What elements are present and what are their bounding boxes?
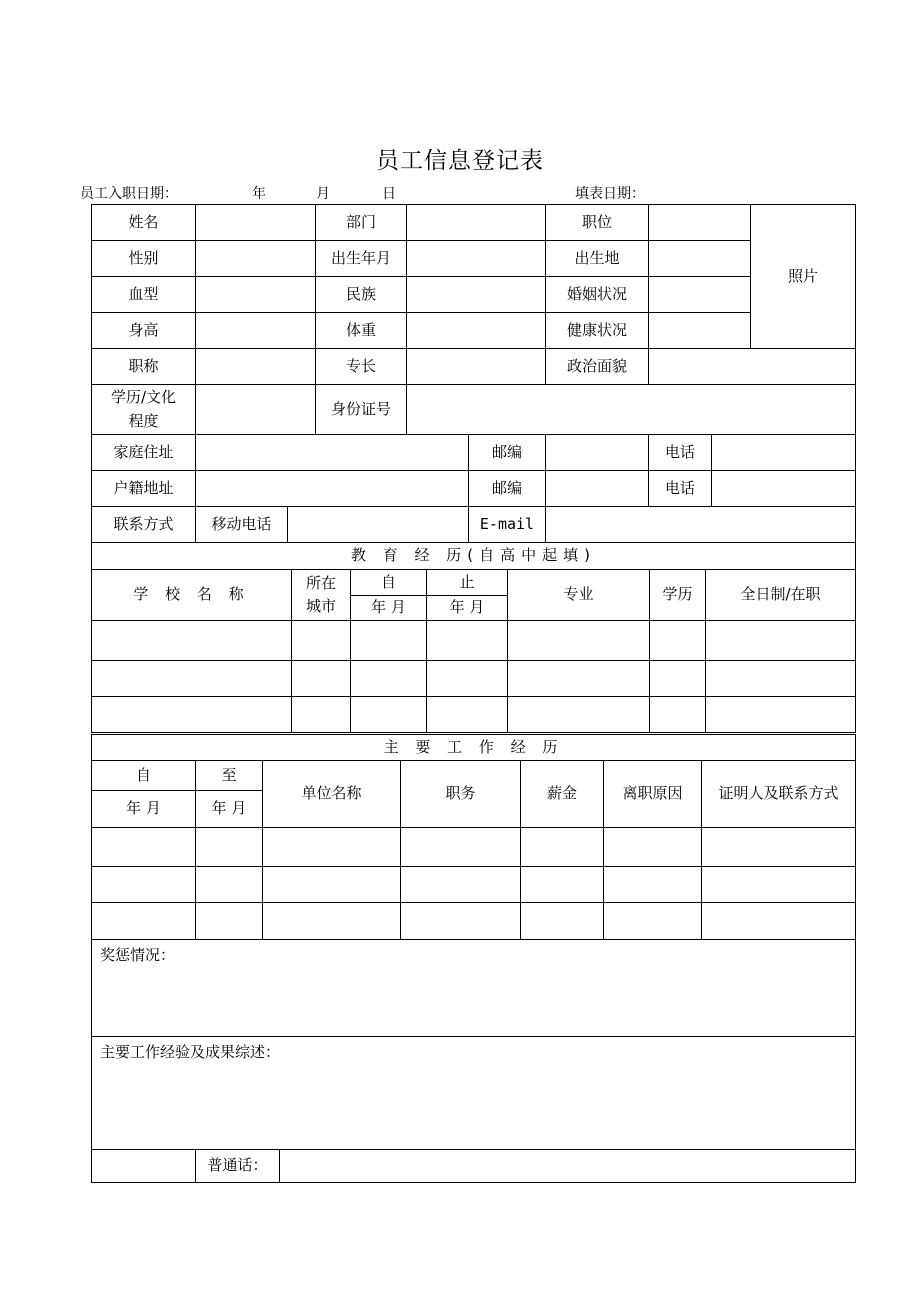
work-cell[interactable] (702, 867, 856, 903)
home-address-label: 家庭住址 (92, 435, 196, 471)
edu-cell[interactable] (706, 661, 856, 697)
work-cell[interactable] (521, 828, 604, 867)
edu-row (92, 621, 856, 661)
fill-date-label: 填表日期： (575, 186, 645, 202)
entry-day-label: 日 (382, 186, 396, 202)
work-cell[interactable] (196, 867, 263, 903)
dept-label: 部门 (316, 205, 407, 241)
blood-field[interactable] (196, 277, 316, 313)
work-cell[interactable] (263, 867, 401, 903)
edu-cell[interactable] (292, 661, 351, 697)
birthplace-label: 出生地 (546, 241, 649, 277)
entry-year-label: 年 (252, 186, 266, 202)
blood-label: 血型 (92, 277, 196, 313)
work-cell[interactable] (604, 828, 702, 867)
work-reference-header: 证明人及联系方式 (702, 761, 856, 828)
edu-city-line1: 所在 (305, 573, 336, 592)
position-field[interactable] (649, 205, 751, 241)
work-cell[interactable] (604, 903, 702, 940)
work-cell[interactable] (521, 903, 604, 940)
work-cell[interactable] (196, 828, 263, 867)
position-label: 职位 (546, 205, 649, 241)
work-cell[interactable] (196, 903, 263, 940)
hukou-postcode-field[interactable] (546, 471, 649, 507)
education-table (91, 542, 856, 733)
hukou-address-field[interactable] (196, 471, 469, 507)
work-cell[interactable] (401, 903, 521, 940)
gender-field[interactable] (196, 241, 316, 277)
home-phone-field[interactable] (712, 435, 856, 471)
work-cell[interactable] (92, 903, 196, 940)
entry-month-label: 月 (316, 186, 330, 202)
edu-school-header: 学 校 名 称 (92, 570, 292, 621)
work-company-header: 单位名称 (263, 761, 401, 828)
marital-label: 婚姻状况 (546, 277, 649, 313)
edu-cell[interactable] (92, 621, 292, 661)
edu-from-header: 自 (351, 570, 427, 596)
weight-label: 体重 (316, 313, 407, 349)
work-job-header: 职务 (401, 761, 521, 828)
edu-row (92, 661, 856, 697)
edu-cell[interactable] (706, 697, 856, 733)
weight-field[interactable] (407, 313, 546, 349)
name-label: 姓名 (92, 205, 196, 241)
edu-cell[interactable] (351, 621, 427, 661)
gender-label: 性别 (92, 241, 196, 277)
edu-cell[interactable] (427, 661, 508, 697)
edu-cell[interactable] (650, 697, 706, 733)
work-section-title: 主 要 工 作 经 历 (92, 735, 856, 761)
edu-cell[interactable] (508, 661, 650, 697)
work-from-year-month: 年 月 (92, 791, 196, 828)
height-field[interactable] (196, 313, 316, 349)
work-leave-reason-header: 离职原因 (604, 761, 702, 828)
hukou-postcode-label: 邮编 (469, 471, 546, 507)
work-cell[interactable] (604, 867, 702, 903)
height-label: 身高 (92, 313, 196, 349)
specialty-label: 专长 (316, 349, 407, 385)
work-cell[interactable] (263, 903, 401, 940)
name-field[interactable] (196, 205, 316, 241)
awards-label: 奖惩情况： (100, 946, 176, 964)
birth-date-field[interactable] (407, 241, 546, 277)
mandarin-field[interactable] (280, 1150, 856, 1183)
edu-mode-header: 全日制/在职 (706, 570, 856, 621)
work-cell[interactable] (92, 867, 196, 903)
specialty-field[interactable] (407, 349, 546, 385)
work-to-header: 至 (196, 761, 263, 791)
edu-degree-header: 学历 (650, 570, 706, 621)
summary-label: 主要工作经验及成果综述： (100, 1043, 281, 1061)
edu-cell[interactable] (292, 697, 351, 733)
health-field[interactable] (649, 313, 751, 349)
mobile-label: 移动电话 (196, 507, 288, 543)
political-field[interactable] (649, 349, 856, 385)
edu-cell[interactable] (650, 661, 706, 697)
work-row (92, 828, 856, 867)
health-label: 健康状况 (546, 313, 649, 349)
edu-cell[interactable] (92, 661, 292, 697)
hukou-phone-field[interactable] (712, 471, 856, 507)
home-phone-label: 电话 (649, 435, 712, 471)
edu-major-header: 专业 (508, 570, 650, 621)
education-level-line1: 学历/文化 (110, 388, 177, 407)
edu-cell[interactable] (351, 697, 427, 733)
edu-city-line2: 城市 (305, 597, 336, 615)
page-title: 员工信息登记表 (376, 148, 544, 174)
work-cell[interactable] (401, 867, 521, 903)
mobile-field[interactable] (288, 507, 469, 543)
work-cell[interactable] (521, 867, 604, 903)
education-level-field[interactable] (196, 385, 316, 435)
edu-row (92, 697, 856, 733)
work-to-year-month: 年 月 (196, 791, 263, 828)
home-postcode-field[interactable] (546, 435, 649, 471)
basic-info-table (91, 204, 856, 543)
work-from-header: 自 (92, 761, 196, 791)
photo-box[interactable]: 照片 (751, 205, 856, 349)
home-address-field[interactable] (196, 435, 469, 471)
work-row (92, 867, 856, 903)
birth-date-label: 出生年月 (316, 241, 407, 277)
work-cell[interactable] (401, 828, 521, 867)
awards-box[interactable] (92, 940, 856, 1037)
ethnicity-field[interactable] (407, 277, 546, 313)
edu-cell[interactable] (508, 621, 650, 661)
summary-box[interactable] (92, 1037, 856, 1150)
edu-cell[interactable] (92, 697, 292, 733)
home-postcode-label: 邮编 (469, 435, 546, 471)
political-label: 政治面貌 (546, 349, 649, 385)
birthplace-field[interactable] (649, 241, 751, 277)
hukou-address-label: 户籍地址 (92, 471, 196, 507)
ethnicity-label: 民族 (316, 277, 407, 313)
work-cell[interactable] (92, 828, 196, 867)
mandarin-blank-cell[interactable] (92, 1150, 196, 1183)
work-row (92, 903, 856, 940)
id-number-field[interactable] (407, 385, 856, 435)
dept-field[interactable] (407, 205, 546, 241)
edu-cell[interactable] (427, 621, 508, 661)
work-salary-header: 薪金 (521, 761, 604, 828)
edu-cell[interactable] (706, 621, 856, 661)
work-cell[interactable] (702, 828, 856, 867)
work-cell[interactable] (263, 828, 401, 867)
email-field[interactable] (546, 507, 856, 543)
entry-date-label: 员工入职日期： (80, 186, 178, 202)
hukou-phone-label: 电话 (649, 471, 712, 507)
id-number-label: 身份证号 (316, 385, 407, 435)
edu-from-year-month: 年 月 (351, 596, 427, 621)
edu-cell[interactable] (427, 697, 508, 733)
education-section-title: 教 育 经 历(自高中起填) (92, 543, 856, 570)
edu-cell[interactable] (292, 621, 351, 661)
marital-field[interactable] (649, 277, 751, 313)
contact-label: 联系方式 (92, 507, 196, 543)
edu-cell[interactable] (351, 661, 427, 697)
edu-city-header (292, 570, 351, 621)
education-level-line2: 程度 (128, 411, 159, 430)
email-label: E-mail (469, 507, 546, 543)
title-rank-label: 职称 (92, 349, 196, 385)
title-rank-field[interactable] (196, 349, 316, 385)
education-level-label (92, 385, 196, 435)
edu-to-year-month: 年 月 (427, 596, 508, 621)
edu-cell[interactable] (650, 621, 706, 661)
edu-to-header: 止 (427, 570, 508, 596)
work-cell[interactable] (702, 903, 856, 940)
work-table (91, 734, 856, 940)
edu-cell[interactable] (508, 697, 650, 733)
mandarin-label: 普通话： (196, 1150, 280, 1183)
notes-table (91, 939, 856, 1183)
